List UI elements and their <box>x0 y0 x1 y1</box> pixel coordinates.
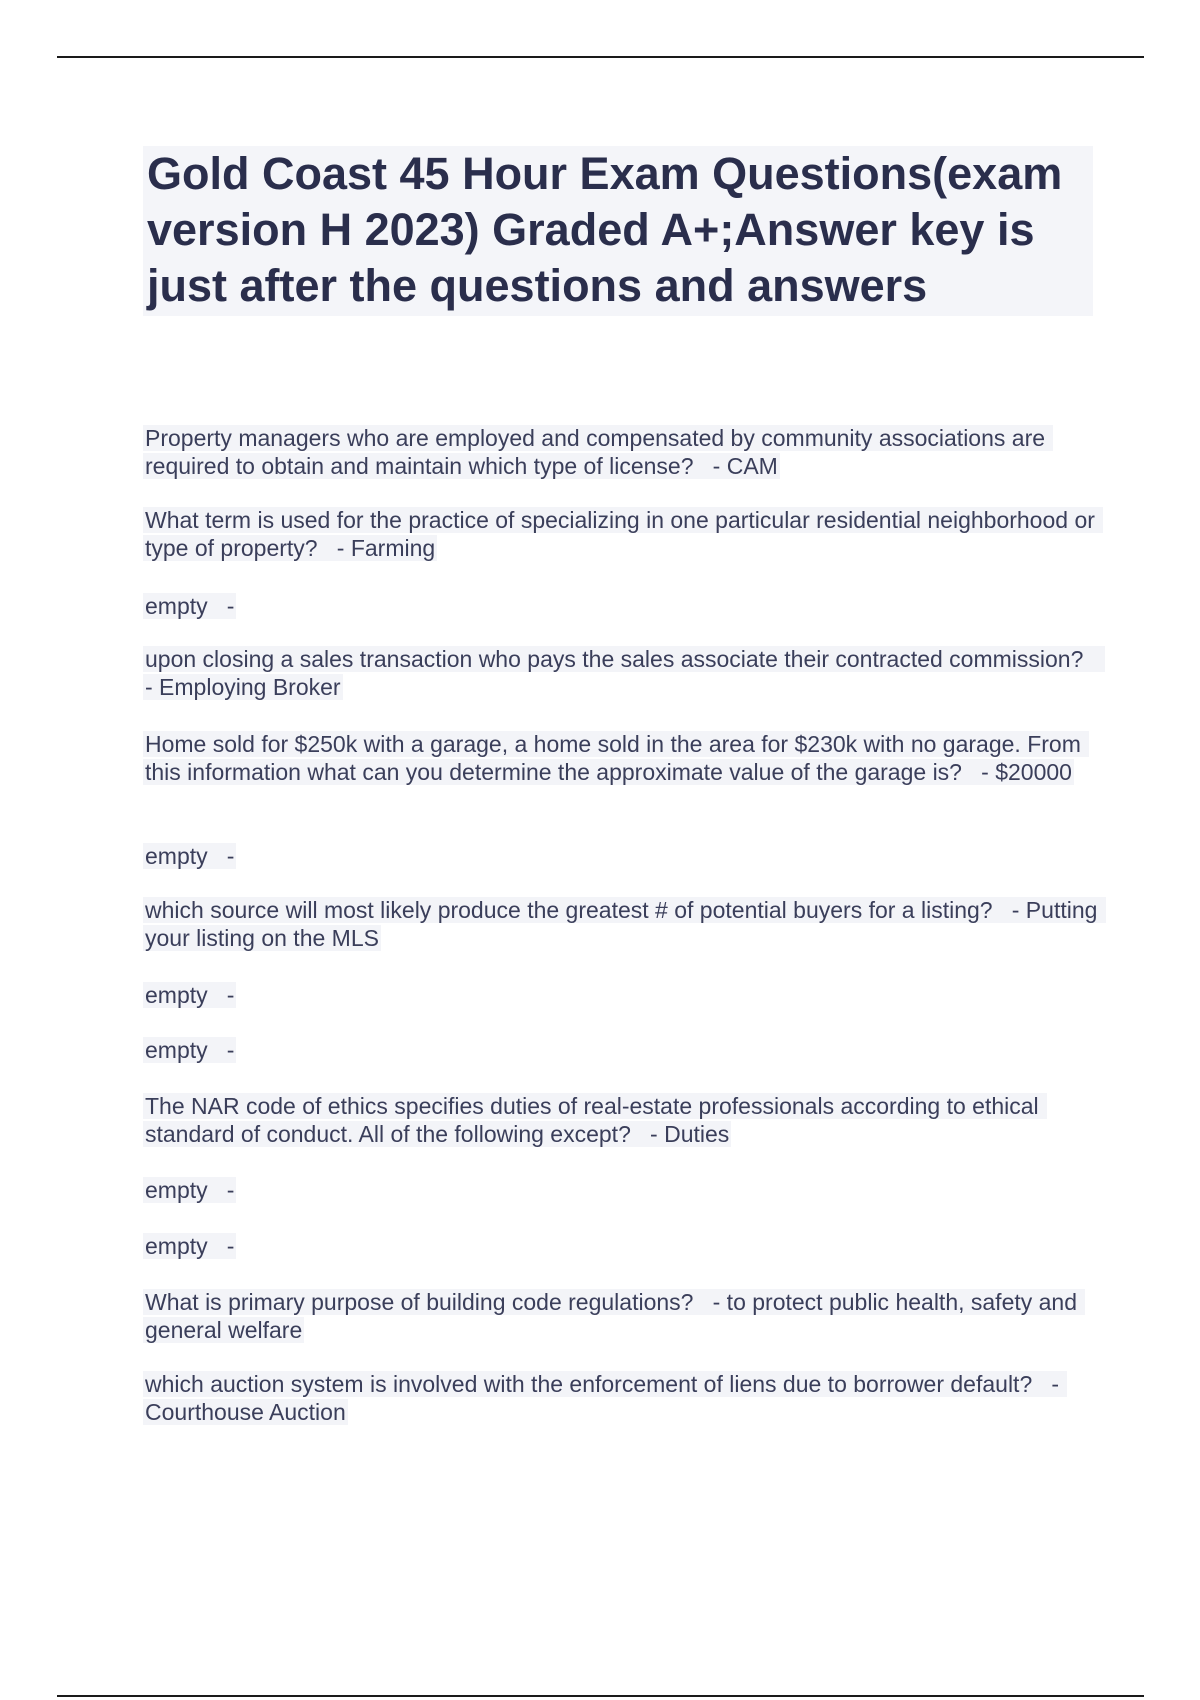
question-item <box>143 1370 1103 1426</box>
question-item <box>143 730 1103 786</box>
question-text: which source will most likely produce the greatest # of potential buyers for a listing? - Putting your listing on the MLS <box>145 897 1104 951</box>
question-item <box>143 1232 1103 1260</box>
question-item <box>143 1036 1103 1064</box>
question-text: empty - <box>145 593 235 619</box>
question-text: empty - <box>145 1233 235 1259</box>
question-text: Home sold for $250k with a garage, a home sold in the area for $230k with no garage. From this information what can you determine the approximate value of the garage is? - $20000 <box>145 731 1088 785</box>
question-text: What is primary purpose of building code regulations? - to protect public health, safety and general welfare <box>145 1289 1084 1343</box>
question-item <box>143 842 1103 870</box>
question-item <box>143 1092 1103 1148</box>
header-rule <box>57 56 1144 58</box>
question-item <box>143 424 1103 480</box>
question-item <box>143 981 1103 1009</box>
question-text: empty - <box>145 843 235 869</box>
question-item <box>143 1176 1103 1204</box>
question-item <box>143 592 1103 620</box>
title-block <box>143 146 1093 316</box>
question-text: which auction system is involved with the enforcement of liens due to borrower default? - Courthouse Auction <box>145 1371 1066 1425</box>
question-item <box>143 645 1103 701</box>
footer-rule <box>57 1695 1144 1697</box>
question-item <box>143 1288 1103 1344</box>
question-text: The NAR code of ethics specifies duties of real-estate professionals according to ethical standard of conduct. All of the following except? - Duties <box>145 1093 1046 1147</box>
page-title: Gold Coast 45 Hour Exam Questions(exam version H 2023) Graded A+;Answer key is just after the questions and answers <box>147 148 1063 311</box>
question-text: Property managers who are employed and compensated by community associations are required to obtain and maintain which type of license? - CAM <box>145 425 1052 479</box>
question-text: empty - <box>145 1037 235 1063</box>
question-text: empty - <box>145 1177 235 1203</box>
question-item <box>143 506 1103 562</box>
question-text: empty - <box>145 982 235 1008</box>
question-text: What term is used for the practice of specializing in one particular residential neighborhood or type of property? - Farming <box>145 507 1102 561</box>
question-item <box>143 896 1103 952</box>
question-text: upon closing a sales transaction who pays the sales associate their contracted commission? - Employing Broker <box>145 646 1103 700</box>
